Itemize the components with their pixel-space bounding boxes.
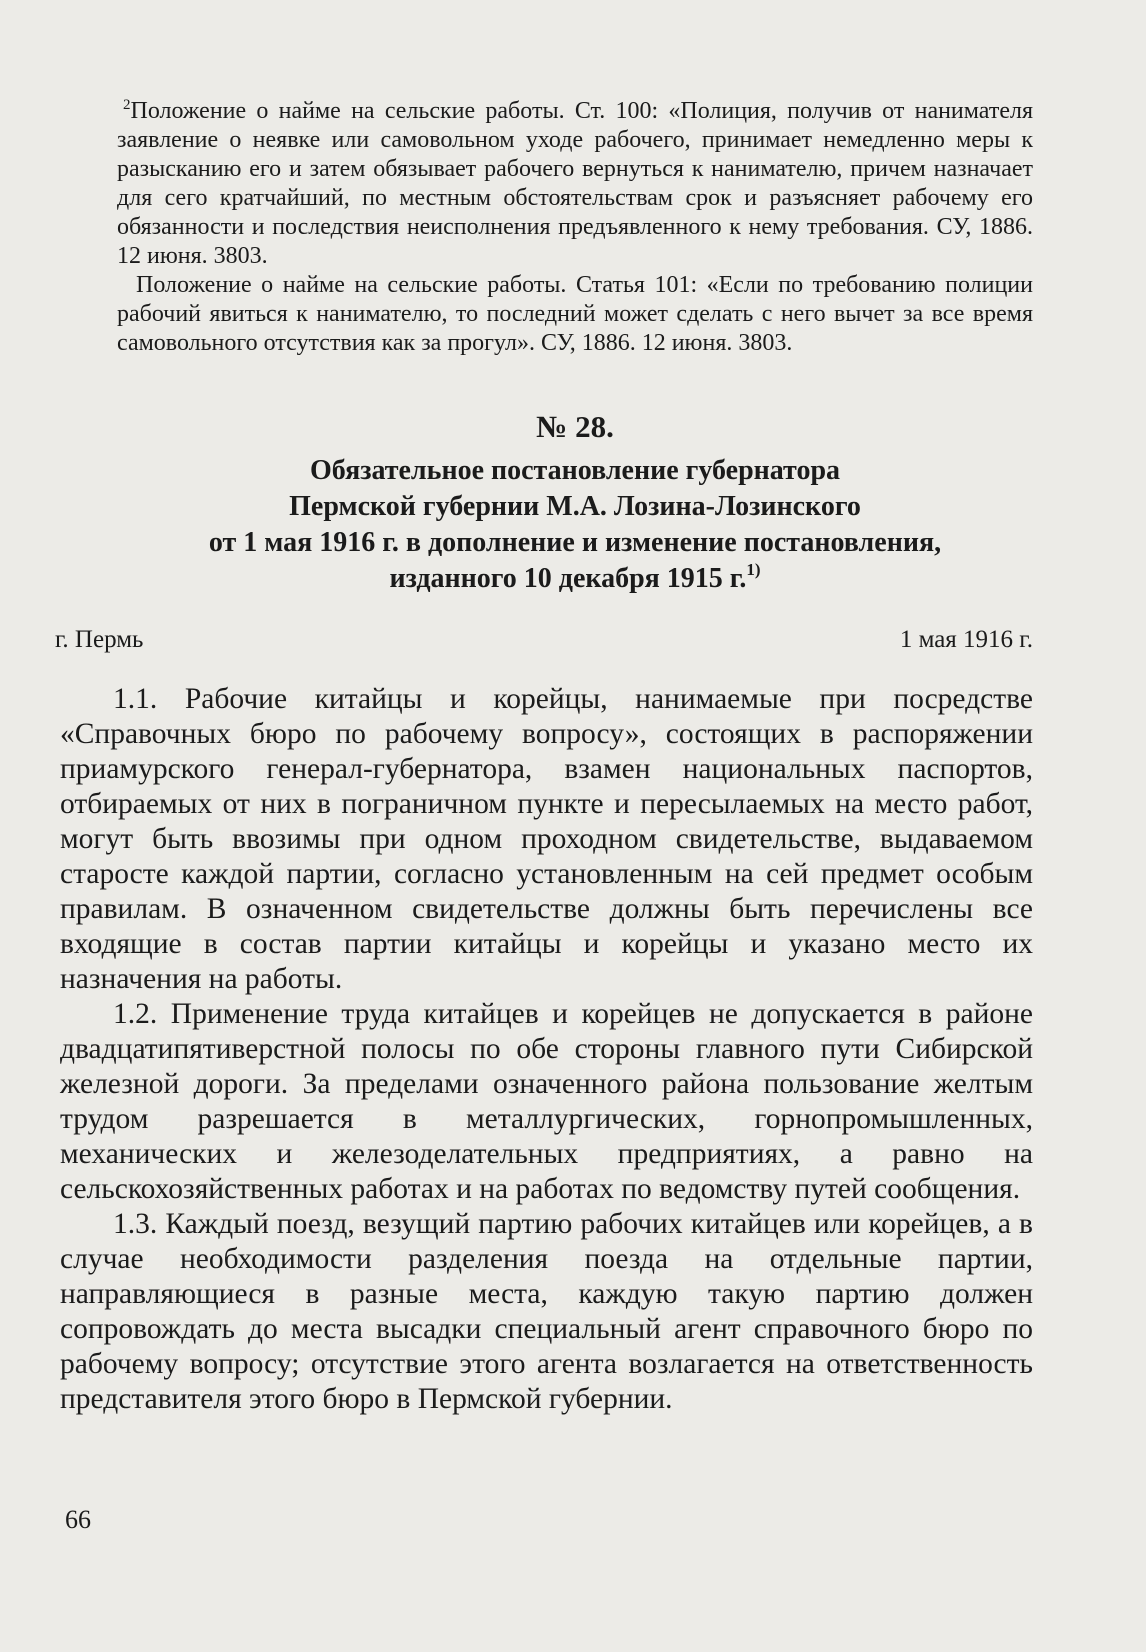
page-number: 66 [65,1505,91,1534]
title-line-last [117,561,1033,597]
title-footnote-marker: 1) [746,560,761,579]
document-place: г. Пермь [55,626,144,653]
document-title [117,453,1033,597]
footnote-text: Положение о найме на сельские работы. Ст. 100: «Полиция, получив от нанимателя заявление о неявке или самовольном уходе рабочего, принимает немедленно меры к разысканию его и затем обязывает рабочего вернуться к нанимателю, причем назначает для сего кратчайший, по местным обстоятельствам срок и разъясняет рабочему его обязанности и последствия неисполнения предъявленного к нему требования. СУ, 1886. 12 июня. 3803. [117,98,1033,269]
paragraph-1-2: 1.2. Применение труда китайцев и корейцев не допускается в районе двадцатипятиверстной полосы по обе стороны главного пути Сибирской железной дороги. За пределами означенного района пользование желтым трудом разрешается в металлургических, горнопромышленных, механических и железоделательных предприятиях, а равно на сельскохозяйственных работах и на работах по ведомству путей сообщения. [60,998,1033,1205]
footnotes [117,97,1033,358]
footnote-continued: Положение о найме на сельские работы. Статья 101: «Если по требованию полиции рабочий явиться к нанимателю, то последний может сделать с него вычет за все время самовольного отсутствия как за прогул». СУ, 1886. 12 июня. 3803. [117,272,1033,356]
paragraph-1-1: 1.1. Рабочие китайцы и корейцы, нанимаемые при посредстве «Справочных бюро по рабочему вопросу», состоящих в распоряжении приамурского генерал-губернатора, взамен национальных паспортов, отбираемых от них в пограничном пункте и пересылаемых на место работ, могут быть ввозимы при одном проходном свидетельстве, выдаваемом старосте каждой партии, согласно установленным на сей предмет особым правилам. В означенном свидетельстве должны быть перечислены все входящие в состав партии китайцы и корейцы и указано место их назначения на работы. [60,683,1033,995]
place-date-row [55,625,1033,655]
footnote-marker: 2 [123,97,131,113]
title-line: от 1 мая 1916 г. в дополнение и изменение постановления, [208,527,942,558]
document-body [60,682,1033,1417]
title-line: Обязательное постановление губернатора [309,455,841,486]
footnote-2 [117,97,1033,271]
title-line-text: изданного 10 декабря 1915 г. [389,563,747,594]
paragraph-1-3: 1.3. Каждый поезд, везущий партию рабочих китайцев или корейцев, а в случае необходимости разделения поезда на отдельные партии, направляющиеся в разные места, каждую такую партию должен сопровождать до места высадки специальный агент справочного бюро по рабочему вопросу; отсутствие этого агента возлагается на ответственность представителя этого бюро в Пермской губернии. [60,1208,1033,1415]
title-line: Пермской губернии М.А. Лозина-Лозинского [289,491,861,522]
document-number: № 28. [536,409,614,444]
document-date: 1 мая 1916 г. [899,626,1033,653]
